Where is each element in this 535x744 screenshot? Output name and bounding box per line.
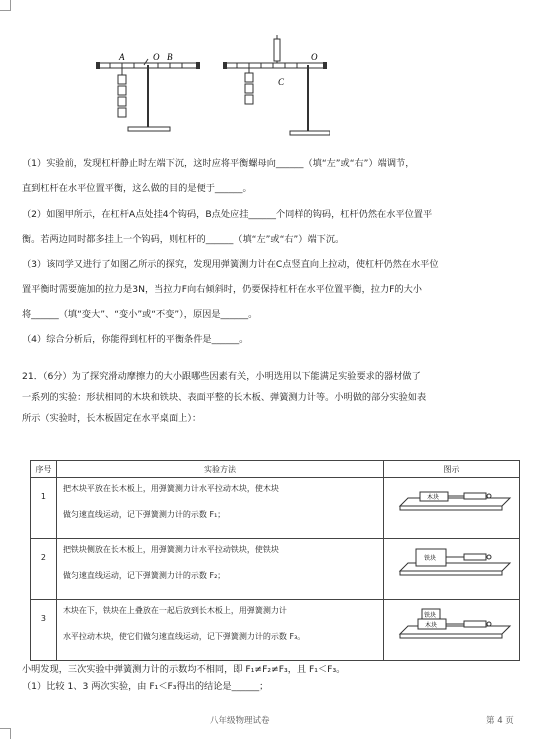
q20-part1-line1: （1）实验前，发现杠杆静止时左端下沉，这时应将平衡螺母向______（填“左”或“右”）端调节， [22,158,415,169]
q21-subquestion-1: （1）比较 1、3 两次实验，由 F₁＜F₃得出的结论是______； [22,681,269,692]
lever-figure-a [96,52,200,131]
row-number: 1 [31,478,57,539]
wood-block-label: 木块 [426,494,439,501]
header-diagram: 图示 [384,461,520,478]
q21-intro-line1: 21．（6分）为了探究滑动摩擦力的大小跟哪些因素有关，小明选用以下能满足实验要求的器材做了 [22,371,421,382]
crop-mark-bottom-left [0,728,11,739]
setup-diagram-2 [392,539,512,583]
crop-mark-top-left [0,0,11,11]
q20-part2-line2: 衡。若两边同时都多挂上一个钩码，则杠杆的______（填“左”或“右”）端下沉。 [22,234,345,245]
pivot-o-label-a: O [153,52,160,62]
q20-part2-line1: （2）如图甲所示，在杠杆A点处挂4个钩码，B点处应挂______个同样的钩码，杠杆仍然在水平位置平 [22,209,433,220]
method-line2: 做匀速直线运动，记下弹簧测力计的示数 F₁； [62,510,226,519]
pivot-o-label-b: O [311,52,318,62]
q20-part3-line2: 置平衡时需要施加的拉力是3N，当拉力F向右倾斜时，仍要保持杠杆在水平位置平衡，拉力F的大小 [22,284,422,295]
header-number: 序号 [31,461,57,478]
setup-diagram-1 [392,478,512,518]
iron-block-label: 铁块 [423,612,436,619]
method-line1: 把铁块侧放在长木板上，用弹簧测力计水平拉动铁块，使铁块 [62,545,279,554]
q21-finding: 小明发现，三次实验中弹簧测力计的示数均不相同，即 F₁≠F₂≠F₃，且 F₁＜F₃。 [22,664,346,675]
q21-intro-line3: 所示（实验时，长木板固定在水平桌面上）： [22,413,202,424]
q20-part1-line2: 直到杠杆在水平位置平衡，这么做的目的是便于______。 [22,183,252,194]
lever-figures [90,35,330,140]
point-a-label: A [119,52,125,62]
q20-part3-line3: 将______（填“变大”、“变小”或“不变”），原因是______。 [22,309,258,320]
point-c-label: C [278,77,285,87]
row-number: 3 [31,600,57,661]
footer-title: 八年级物理试卷 [210,716,270,726]
page-number: 第 4 页 [486,716,514,726]
table-row [31,600,520,661]
q20-part3-line1: （3）该同学又进行了如图乙所示的探究，发现用弹簧测力计在C点竖直向上拉动，使杠杆仍然在水平位 [22,259,439,270]
table-row [31,539,520,600]
iron-block-label: 铁块 [423,555,436,562]
method-line2: 做匀速直线运动，记下弹簧测力计的示数 F₂； [62,571,226,580]
q21-intro-line2: 一系列的实验：形状相同的木块和铁块、表面平整的长木板、弹簧测力计等。小明做的部分实验如表 [22,392,427,403]
point-b-label: B [167,52,173,62]
table-header-row [31,461,520,478]
method-line1: 把木块平放在长木板上，用弹簧测力计水平拉动木块，使木块 [62,484,279,493]
header-method: 实验方法 [56,461,383,478]
lever-figure-b [223,35,330,135]
experiment-table [30,460,520,661]
method-line1: 木块在下，铁块在上叠放在一起后放到长木板上，用弹簧测力计 [62,606,287,615]
method-line2: 水平拉动木块，使它们做匀速直线运动，记下弹簧测力计的示数 F₃。 [62,632,306,641]
wood-block-label: 木块 [424,622,437,629]
table-row [31,478,520,539]
q20-part4: （4）综合分析后，你能得到杠杆的平衡条件是______。 [22,334,249,345]
row-number: 2 [31,539,57,600]
setup-diagram-3 [392,600,512,644]
